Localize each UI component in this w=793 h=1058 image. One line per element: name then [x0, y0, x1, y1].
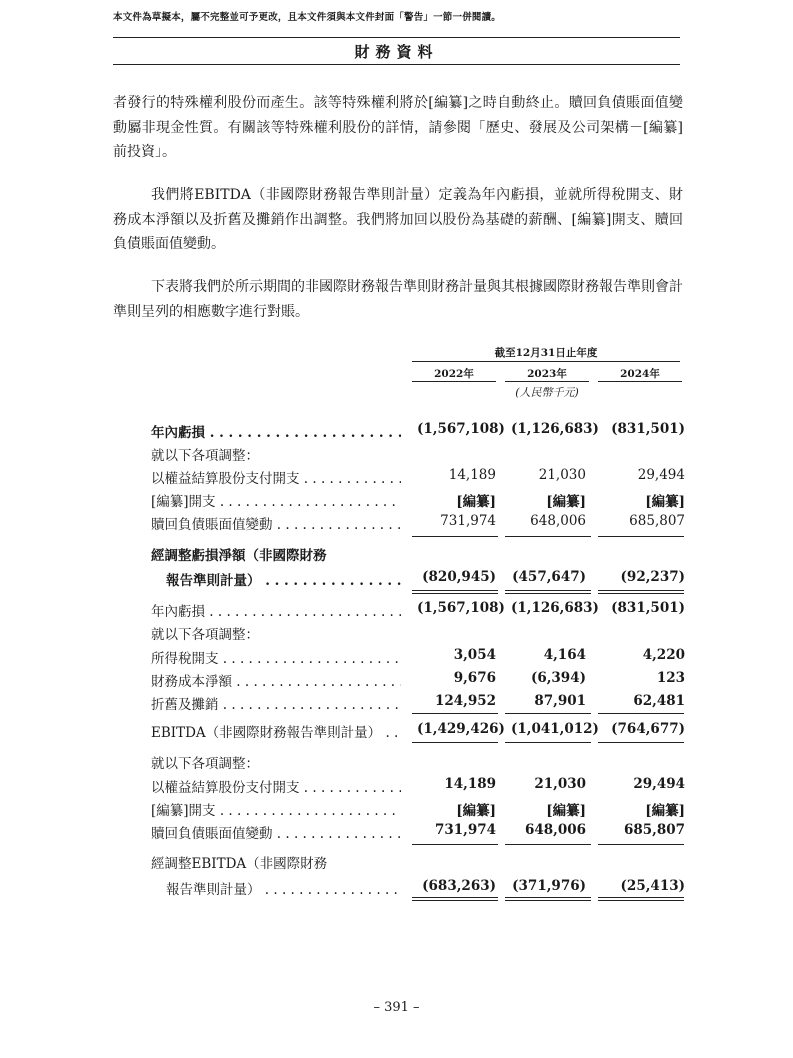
section-title: 財務資料 — [354, 43, 439, 61]
table-row — [151, 569, 686, 589]
table-row — [151, 721, 686, 741]
row-value-2022: 14,189 — [448, 467, 496, 483]
row-value-2024: [編纂] — [645, 494, 685, 510]
row-value-2023: 648,006 — [524, 822, 586, 838]
total-rule-2023-a — [505, 590, 591, 591]
row-value-2022: [編纂] — [456, 494, 496, 510]
final-rule-2023-b — [505, 900, 591, 901]
table-row — [151, 693, 686, 713]
row-label: [編纂]開支 . . . — [151, 490, 401, 510]
row-value-2023: (1,126,683) — [511, 600, 599, 616]
period-header: 截至12月31日止年度 — [494, 347, 598, 359]
row-value-2022: 731,974 — [434, 822, 496, 838]
table-row — [151, 544, 686, 564]
row-value-2024: (831,501) — [611, 600, 685, 616]
page-number: – 391 – — [373, 1000, 420, 1015]
table-row — [151, 647, 686, 667]
row-value-2022: 731,974 — [440, 513, 496, 529]
row-value-2023: 21,030 — [534, 776, 586, 792]
row-value-2023: [編纂] — [546, 494, 586, 510]
header-rule — [113, 37, 680, 38]
row-value-2023: 87,901 — [534, 693, 586, 709]
row-label: 就以下各項調整： — [151, 756, 259, 772]
paragraph-continuation: 者發行的特殊權利股份而產生。該等特殊權利將於[編纂]之時自動終止。贖回負債賬面值變動屬非現金性質。有關該等特殊權利股份的詳情，請參閱「歷史、發展及公司架構－[編纂]前投資」。 — [113, 95, 683, 160]
subtotal2-rule-2024 — [598, 844, 684, 845]
row-value-2024: 685,807 — [629, 513, 685, 529]
subtotal2-rule-2023 — [505, 844, 591, 845]
total-rule-2024-a — [598, 590, 684, 591]
row-value-2024: 29,494 — [633, 776, 685, 792]
row-label: 以權益結算股份支付開支 . . . — [151, 776, 401, 796]
row-value-2023: (6,394) — [530, 670, 586, 686]
row-value-2022: (1,429,426) — [417, 721, 505, 737]
row-label: 年內虧損 . . . — [151, 600, 401, 620]
subtotal2-rule-2022 — [412, 844, 498, 845]
row-value-2022: 124,952 — [434, 693, 496, 709]
total-rule-2023-b — [505, 593, 591, 594]
row-value-2024: (831,501) — [611, 421, 685, 437]
row-label: 報告準則計量） . . . — [166, 569, 401, 589]
year-rule-2023 — [505, 381, 589, 382]
year-header-2022: 2022年 — [434, 368, 474, 380]
row-value-2024: (25,413) — [620, 878, 685, 894]
title-rule — [113, 64, 680, 65]
table-row — [151, 490, 686, 510]
disclaimer-header: 本文件為草擬本，屬不完整並可予更改，且本文件須與本文件封面「警告」一節一併閱讀。 — [113, 12, 502, 23]
subtotal-rule-2024 — [598, 536, 684, 537]
paragraph-ebitda-definition: 我們將EBITDA（非國際財務報告準則計量）定義為年內虧損，並就所得稅開支、財務成本淨額以及折舊及攤銷作出調整。我們將加回以股份為基礎的薪酬、[編纂]開支、贖回負債賬面值變動。 — [113, 187, 683, 252]
table-row — [151, 467, 686, 487]
row-value-2022: [編纂] — [456, 803, 496, 819]
final-rule-2022-a — [412, 897, 498, 898]
year-header-2023: 2023年 — [527, 368, 567, 380]
row-value-2023: (457,647) — [512, 569, 586, 585]
table-row — [151, 623, 686, 643]
row-value-2024: (764,677) — [611, 721, 685, 737]
row-value-2022: 14,189 — [444, 776, 496, 792]
subtotal-rule-2022 — [412, 536, 498, 537]
year-rule-2022 — [412, 381, 496, 382]
row-label: 財務成本淨額 . . . — [151, 670, 401, 690]
table-row — [151, 670, 686, 690]
table-row — [151, 852, 686, 872]
row-value-2023: 21,030 — [538, 467, 586, 483]
currency-unit: (人民幣千元) — [515, 386, 579, 399]
final-rule-2024-b — [598, 900, 684, 901]
ebitda-bottom-rule-2024 — [598, 742, 684, 743]
table-row — [151, 776, 686, 796]
subtotal-rule-2023 — [505, 536, 591, 537]
ebitda-rule-2023 — [505, 713, 591, 714]
row-label: 以權益結算股份支付開支 . . . — [151, 467, 401, 487]
row-value-2024: 29,494 — [637, 467, 685, 483]
row-value-2024: 62,481 — [633, 693, 685, 709]
table-row — [151, 444, 686, 464]
period-header-rule — [412, 361, 680, 362]
ebitda-rule-2022 — [412, 713, 498, 714]
row-value-2022: (820,945) — [422, 569, 496, 585]
row-label: 經調整虧損淨額（非國際財務 — [151, 548, 327, 564]
row-value-2023: [編纂] — [546, 803, 586, 819]
row-label: [編纂]開支 . . . — [151, 799, 401, 819]
ebitda-bottom-rule-2023 — [505, 742, 591, 743]
row-value-2023: 4,164 — [543, 647, 586, 663]
table-row — [151, 752, 686, 772]
row-value-2024: (92,237) — [620, 569, 685, 585]
ebitda-bottom-rule-2022 — [412, 742, 498, 743]
row-value-2022: (1,567,108) — [417, 600, 505, 616]
row-value-2024: [編纂] — [645, 803, 685, 819]
table-row — [151, 799, 686, 819]
table-row — [151, 822, 686, 842]
row-value-2023: 648,006 — [530, 513, 586, 529]
total-rule-2024-b — [598, 593, 684, 594]
row-value-2022: 9,676 — [453, 670, 496, 686]
row-label: 贖回負債賬面值變動 . . . — [151, 513, 401, 533]
table-row — [151, 421, 686, 441]
row-label: 經調整EBITDA（非國際財務 — [151, 856, 328, 872]
paragraph-reconciliation-intro: 下表將我們於所示期間的非國際財務報告準則財務計量與其根據國際財務報告準則會計準則呈列的相應數字進行對賬。 — [113, 279, 683, 320]
row-label: 年內虧損 . . . — [151, 421, 401, 441]
row-label: 贖回負債賬面值變動 . . . — [151, 822, 401, 842]
final-rule-2024-a — [598, 897, 684, 898]
row-value-2022: (683,263) — [422, 878, 496, 894]
row-value-2023: (1,126,683) — [511, 421, 599, 437]
row-value-2023: (371,976) — [512, 878, 586, 894]
year-rule-2024 — [598, 381, 682, 382]
row-value-2023: (1,041,012) — [511, 721, 599, 737]
table-row — [151, 878, 686, 898]
table-row — [151, 600, 686, 620]
row-value-2024: 685,807 — [623, 822, 685, 838]
final-rule-2022-b — [412, 900, 498, 901]
row-value-2022: (1,567,108) — [417, 421, 505, 437]
row-value-2024: 4,220 — [642, 647, 685, 663]
row-label: 就以下各項調整： — [151, 448, 259, 464]
year-header-2024: 2024年 — [620, 368, 660, 380]
table-row — [151, 513, 686, 533]
row-label: 就以下各項調整： — [151, 627, 259, 643]
row-value-2024: 123 — [656, 670, 685, 686]
total-rule-2022-a — [412, 590, 498, 591]
final-rule-2023-a — [505, 897, 591, 898]
ebitda-rule-2024 — [598, 713, 684, 714]
row-label: 折舊及攤銷 . . . — [151, 693, 401, 713]
row-value-2022: 3,054 — [453, 647, 496, 663]
total-rule-2022-b — [412, 593, 498, 594]
row-label: EBITDA（非國際財務報告準則計量） . . . — [151, 721, 401, 741]
row-label: 所得稅開支 . . . — [151, 647, 401, 667]
row-label: 報告準則計量） . . . — [166, 878, 401, 898]
